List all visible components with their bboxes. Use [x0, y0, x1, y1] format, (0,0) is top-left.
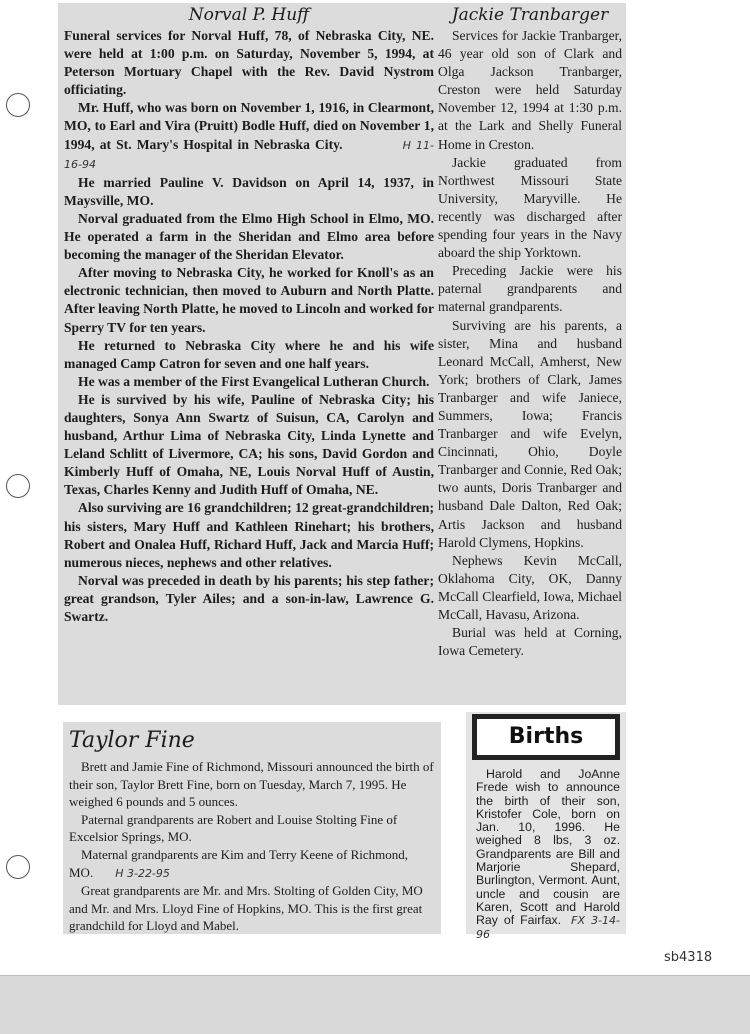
huff-para-6: He returned to Nebraska City where he and his wife managed Camp Catron for seven and one half years. [64, 337, 434, 371]
births-clipping [466, 712, 626, 941]
huff-para-4: Norval graduated from the Elmo High School in Elmo, MO. He operated a farm in the Sheridan and Elmo area before becoming the manager of the Sheridan Elevator. [64, 210, 434, 263]
tranbarger-para-6: Burial was held at Corning, Iowa Cemetery. [438, 625, 622, 659]
obituaries-clipping [58, 3, 626, 705]
punch-hole-bottom [6, 855, 30, 879]
taylor-body [69, 758, 434, 935]
tranbarger-para-3: Preceding Jackie were his paternal grandparents and maternal grandparents. [438, 263, 622, 315]
huff-para-2: Mr. Huff, who was born on November 1, 1916, in Clearmont, MO, to Earl and Vira (Pruitt) Bodle Huff, died on November 1, 1994, at St. Mary's Hospital in Nebraska City. H 11-16-94 [64, 100, 435, 171]
huff-handwritten-date: H 11-16-94 [64, 138, 435, 171]
taylor-para-3: Maternal grandparents are Kim and Terry Keene of Richmond, MO. H 3-22-95 [69, 846, 408, 880]
huff-title: Norval P. Huff [188, 5, 310, 25]
births-text: Harold and JoAnne Frede wish to announce the birth of their son, Kristofer Cole, born on Jan. 10, 1996. He weighed 8 lbs, 3 oz. Grandparents are Bill and Marjorie Shepard, Burlington, Vermont. Aunt, uncle and cousin are Karen, Scott and Harold Ray of Fairfax. FX 3-14-96 [476, 767, 620, 941]
tranbarger-para-2: Jackie graduated from Northwest Missouri State University, Maryville. He recently was discharged after spending four years in the Navy aboard the ship Yorktown. [438, 154, 622, 261]
births-heading: Births [477, 719, 615, 755]
tranbarger-title: Jackie Tranbarger [451, 5, 609, 25]
punch-hole-middle [6, 474, 30, 498]
huff-obituary [64, 3, 434, 626]
taylor-para-2: Paternal grandparents are Robert and Louise Stolting Fine of Excelsior Springs, MO. [69, 811, 398, 845]
tranbarger-para-4: Surviving are his parents, a sister, Mina and husband Leonard McCall, Amherst, New York; brothers of Clark, James Tranbarger and wife Janiece, Summers, Iowa; Francis Tranbarger and wife Evelyn, Cincinnati, Ohio, Doyle Tranbarger and Connie, Red Oak; two aunts, Doris Tranbarger and husband Dale Dalton, Red Oak; Artis Jackson and husband Harold Clymens, Hopkins. [438, 317, 622, 550]
taylor-fine-clipping [63, 722, 441, 934]
scanner-bed-strip [0, 975, 750, 1034]
tranbarger-para-1: Services for Jackie Tranbarger, 46 year old son of Clark and Olga Jackson Tranbarger, Creston were held Saturday November 12, 1994 at 1:30 p.m. at the Lark and Shelly Funeral Home in Creston. [438, 28, 622, 152]
taylor-title: Taylor Fine [69, 728, 195, 753]
births-heading-box [472, 714, 620, 760]
tranbarger-para-5: Nephews Kevin McCall, Oklahoma City, OK, Danny McCall Clearfield, Iowa, Michael McCall, Havasu, Arizona. [438, 552, 622, 622]
punch-hole-top [6, 93, 30, 117]
huff-para-3: He married Pauline V. Davidson on April 14, 1937, in Maysville, MO. [64, 174, 434, 208]
taylor-handwritten-date: H 3-22-95 [115, 866, 170, 880]
huff-para-10: Norval was preceded in death by his parents; his step father; great grandson, Tyler Ailes; and a son-in-law, Lawrence G. Swartz. [64, 572, 434, 624]
scrapbook-page-id: sb4318 [664, 950, 713, 965]
huff-para-8: He is survived by his wife, Pauline of Nebraska City; his daughters, Sonya Ann Swartz of Suisun, CA, Carolyn and husband, Arthur Lima of Nebraska City, Linda Lynette and Leland Schlitt of Livermore, CA; his sons, David Gordon and Kimberly Huff of Omaha, NE, Louis Norval Huff of Austin, Texas, Charles Kenny and Judith Huff of Omaha, NE. [64, 391, 434, 498]
tranbarger-obituary [438, 3, 622, 660]
huff-para-7: He was a member of the First Evangelical Lutheran Church. [78, 373, 430, 389]
huff-para-5: After moving to Nebraska City, he worked for Knoll's as an electronic technician, then moved to Auburn and North Platte. After leaving North Platte, he moved to Lincoln and worked for Sperry TV for ten years. [64, 265, 434, 335]
births-body [466, 760, 626, 941]
huff-para-9: Also surviving are 16 grandchildren; 12 great-grandchildren; his sisters, Mary Huff and Kathleen Rinehart; his brothers, Robert and Onalea Huff, Richard Huff, Jack and Marcia Huff; numerous nieces, nephews and other relatives. [64, 500, 434, 570]
taylor-para-4: Great grandparents are Mr. and Mrs. Stolting of Golden City, MO and Mr. and Mrs. Lloyd Fine of Hopkins, MO. This is the first great grandchild for Lloyd and Mabel. [69, 883, 423, 934]
taylor-para-1: Brett and Jamie Fine of Richmond, Missouri announced the birth of their son, Taylor Brett Fine, born on Tuesday, March 7, 1995. He weighed 6 pounds and 5 ounces. [69, 759, 434, 810]
huff-para-1: Funeral services for Norval Huff, 78, of Nebraska City, NE. were held at 1:00 p.m. on Saturday, November 5, 1994, at Peterson Mortuary Chapel with the Rev. David Nystrom officiating. [64, 28, 434, 98]
births-handwritten-date: FX 3-14-96 [476, 914, 620, 941]
